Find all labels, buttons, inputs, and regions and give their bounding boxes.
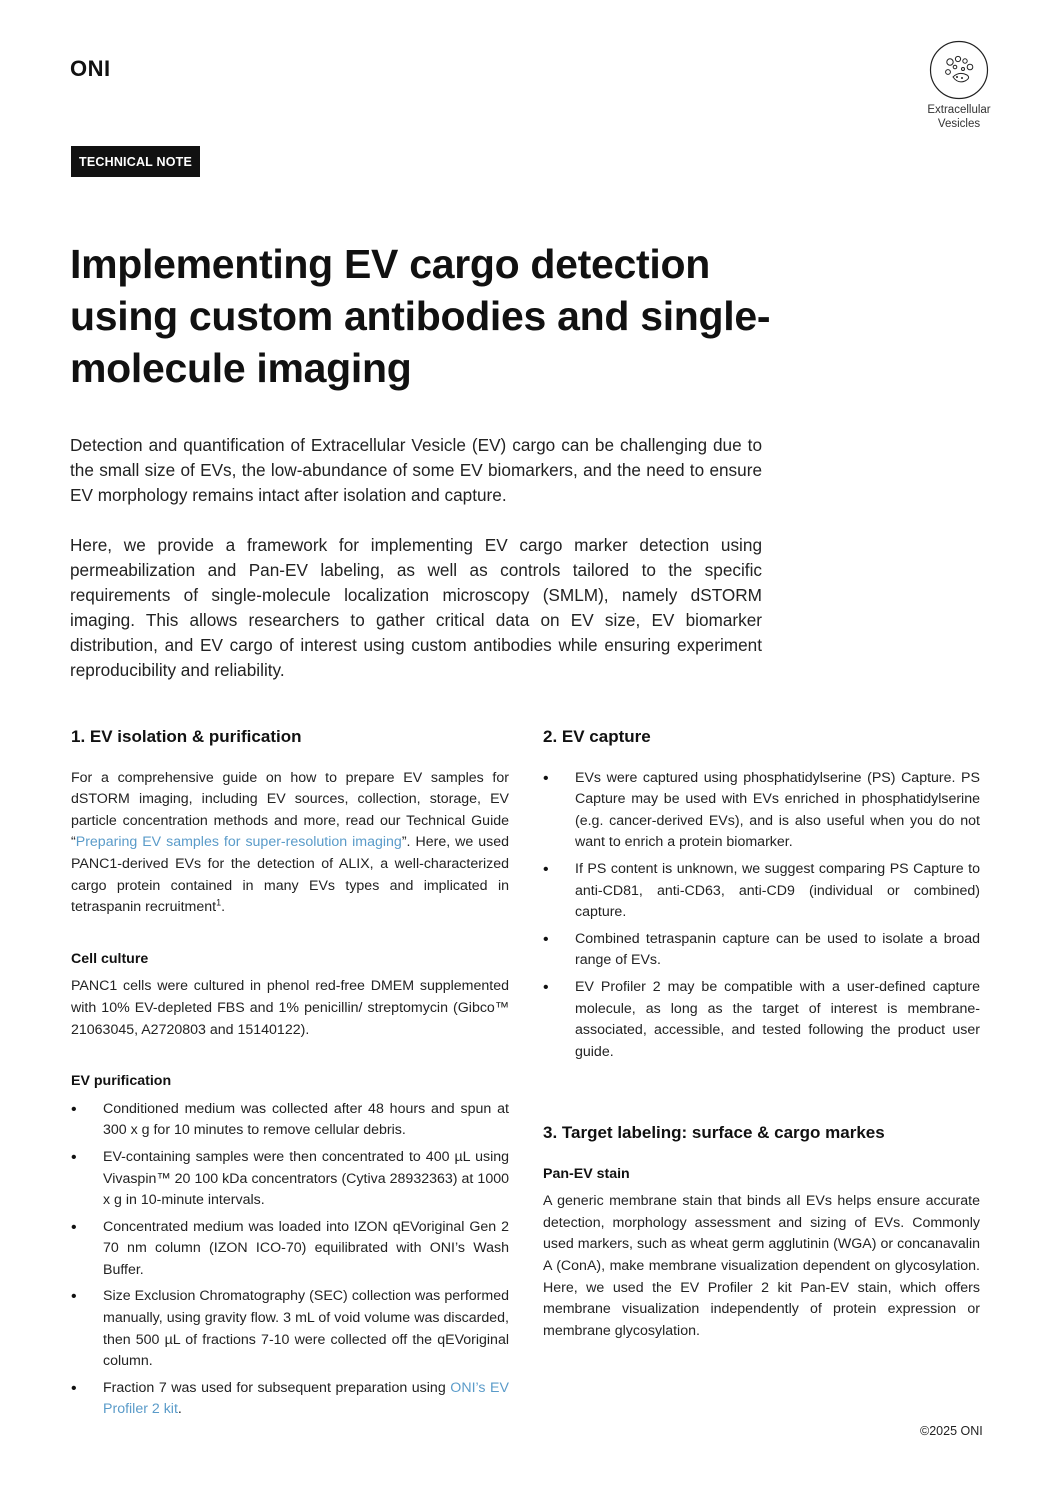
- section-1-paragraph: [71, 768, 509, 919]
- copyright-footer: ©2025 ONI: [920, 1424, 983, 1438]
- list-item: • If PS content is unknown, we suggest comparing PS Capture to anti-CD81, anti-CD63, anti-CD9 (individual or combined) capture.: [543, 859, 980, 924]
- list-item: • EV Profiler 2 may be compatible with a user-defined capture molecule, as long as the target of interest is membrane-associated, accessible, and tested following the product user guide.: [543, 977, 980, 1063]
- section-1-text-a: For a comprehensive guide on how to prepare EV samples for dSTORM imaging, including EV sources, collection, storage, EV particle concentration methods and more, read our Technical Guide “: [71, 769, 509, 851]
- section-3-heading: 3. Target labeling: surface & cargo markes: [543, 1123, 885, 1142]
- citation-1: 1: [216, 897, 222, 908]
- section-target-labeling: [543, 1122, 980, 1342]
- list-item: • EV-containing samples were then concentrated to 400 µL using Vivaspin™ 20 100 kDa concentrators (Cytiva 28932363) at 1000 x g in 10-minute intervals.: [71, 1147, 509, 1212]
- ev-purification-list: [71, 1099, 509, 1421]
- ev-capture-list: [543, 768, 980, 1064]
- pan-ev-stain-heading: Pan-EV stain: [543, 1165, 630, 1182]
- list-item: • Conditioned medium was collected after 48 hours and spun at 300 x g for 10 minutes to remove cellular debris.: [71, 1099, 509, 1142]
- list-item: • EVs were captured using phosphatidylserine (PS) Capture. PS Capture may be used with EVs enriched in phosphatidylserine (e.g. cancer-derived EVs), and is also useful when you do not want to enrich a protein biomarker.: [543, 768, 980, 854]
- category-label-line-1: Extracellular: [927, 104, 991, 116]
- intro-paragraph-2: Here, we provide a framework for implementing EV cargo marker detection using permeabilization and Pan-EV labeling, as well as controls tailored to the specific requirements of single-molecule localization microscopy (SMLM), namely dSTORM imaging. This allows researchers to gather critical data on EV size, EV biomarker distribution, and EV cargo of interest using custom antibodies while ensuring experiment reproducibility and reliability.: [70, 535, 762, 680]
- last-bullet-end: .: [177, 1401, 182, 1418]
- section-1-heading: 1. EV isolation & purification: [71, 727, 302, 746]
- intro-paragraph-1: Detection and quantification of Extracellular Vesicle (EV) cargo can be challenging due to the small size of EVs, the low-abundance of some EV biomarkers, and the need to ensure EV morphology remains intact after isolation and capture.: [70, 435, 762, 505]
- page-title: Implementing EV cargo detection using custom antibodies and single-molecule imaging: [70, 241, 771, 391]
- list-item: • Concentrated medium was loaded into IZON qEVoriginal Gen 2 70 nm column (IZON ICO-70) equilibrated with ONI’s Wash Buffer.: [71, 1217, 509, 1282]
- section-ev-capture: [543, 726, 980, 1068]
- oni-logo: ONI: [70, 56, 111, 81]
- ev-profiler-kit-link[interactable]: ONI’s EV Profiler 2 kit: [103, 1379, 509, 1418]
- list-item: [71, 1378, 509, 1421]
- category-label: [910, 103, 1008, 131]
- extracellular-vesicles-icon: [929, 40, 989, 100]
- section-ev-isolation: [71, 726, 509, 1426]
- section-1-text-end: .: [221, 899, 226, 916]
- last-bullet-text: Fraction 7 was used for subsequent preparation using: [103, 1379, 451, 1396]
- preparing-ev-samples-link[interactable]: Preparing EV samples for super-resolution imaging: [75, 834, 402, 851]
- technical-note-badge: TECHNICAL NOTE: [71, 146, 200, 177]
- section-2-heading: 2. EV capture: [543, 727, 651, 746]
- pan-ev-stain-text: A generic membrane stain that binds all EVs helps ensure accurate detection, morphology assessment and sizing of EVs. Commonly used markers, such as wheat germ agglutinin (WGA) or concanavalin A (ConA), make membrane visualization dependent on glycosylation. Here, we used the EV Profiler 2 kit Pan-EV stain, which offers membrane visualization independently of protein expression or membrane glycosylation.: [543, 1193, 980, 1339]
- list-item: • Size Exclusion Chromatography (SEC) collection was performed manually, using gravity flow. 3 mL of void volume was discarded, then 500 µL of fractions 7-10 were collected off the qEVoriginal column.: [71, 1286, 509, 1372]
- cell-culture-text: PANC1 cells were cultured in phenol red-free DMEM supplemented with 10% EV-depleted FBS and 1% penicillin/ streptomycin (Gibco™ 21063045, A2720803 and 15140122).: [71, 978, 509, 1038]
- section-1-text-b: ”. Here, we used PANC1-derived EVs for the detection of ALIX, a well-characterized cargo protein contained in many EVs types and implicated in tetraspanin recruitment: [71, 834, 509, 916]
- cell-culture-heading: Cell culture: [71, 950, 149, 967]
- category-label-line-2: Vesicles: [937, 118, 981, 130]
- ev-purification-heading: EV purification: [71, 1073, 172, 1090]
- list-item: • Combined tetraspanin capture can be used to isolate a broad range of EVs.: [543, 929, 980, 972]
